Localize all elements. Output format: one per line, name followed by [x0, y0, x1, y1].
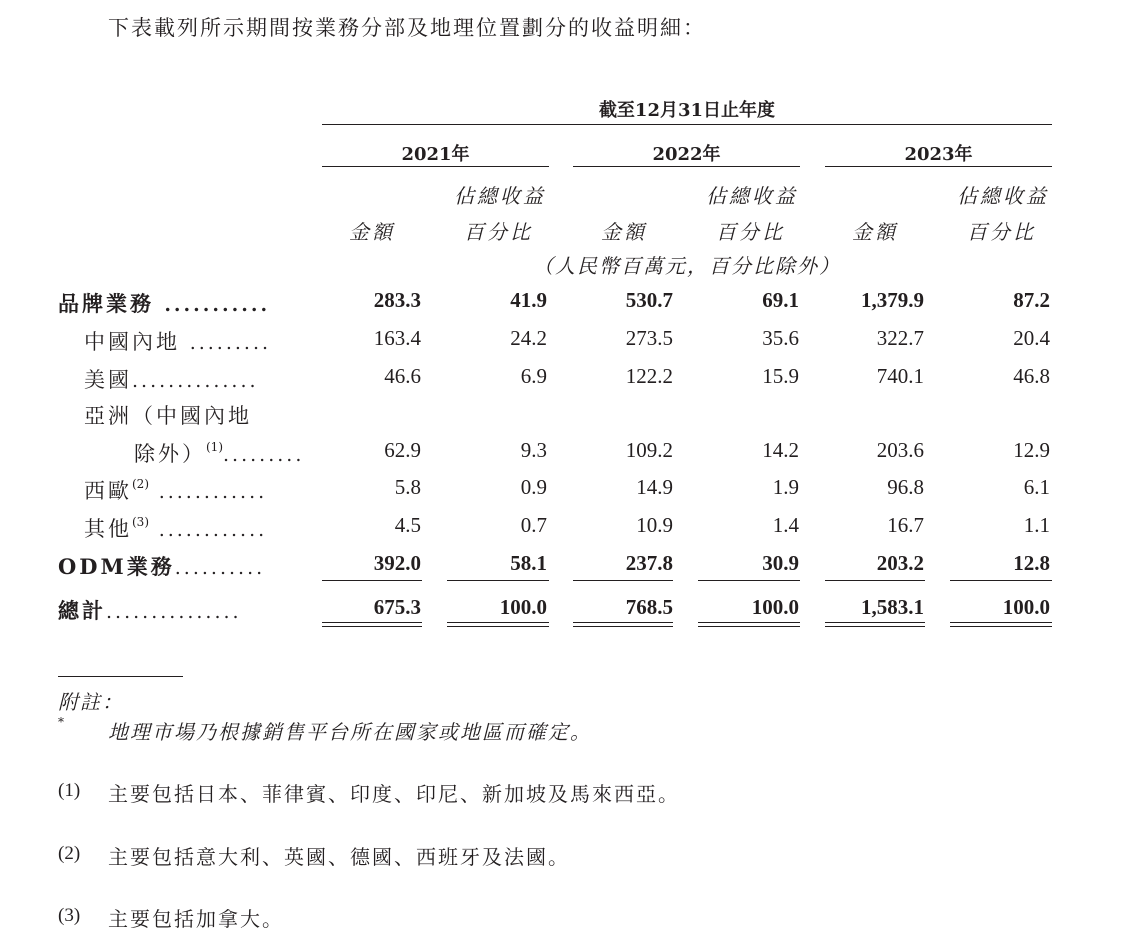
- cell-r0-c1: 41.9: [510, 288, 547, 312]
- cell-r5-c2: 10.9: [636, 513, 673, 537]
- pct-header-2022-line2: 百分比: [716, 220, 785, 244]
- row-label-asia-cont: 除外）$^{(1)}$.........: [134, 440, 305, 466]
- cell-r6-c1: 58.1: [510, 551, 547, 575]
- cell-r7-c5: 100.0: [1002, 595, 1050, 619]
- cell-r7-c4: 1,583.1: [861, 595, 924, 619]
- cell-r7-c3: 100.0: [751, 595, 799, 619]
- footnote-divider: [58, 676, 183, 677]
- cell-r1-c1: 24.2: [510, 326, 547, 350]
- year-rule-2022: [573, 166, 800, 167]
- cell-r5-c3: 1.4: [772, 513, 799, 537]
- cell-r1-c3: 35.6: [762, 326, 799, 350]
- cell-r5-c1: 0.7: [520, 513, 547, 537]
- cell-r3-c3: 14.2: [762, 438, 799, 462]
- cell-r1-c4: 322.7: [876, 326, 924, 350]
- cell-r7-c0: 675.3: [373, 595, 421, 619]
- year-2021: 2021年: [401, 144, 470, 165]
- pct-header-2023-line2: 百分比: [967, 220, 1036, 244]
- unit-note: （人民幣百萬元，百分比除外）: [533, 254, 841, 278]
- period-header: 截至12月31日止年度: [598, 100, 776, 121]
- cell-r2-c3: 15.9: [762, 364, 799, 388]
- cell-r4-c0: 5.8: [394, 475, 421, 499]
- subtotal-rule: [447, 580, 549, 581]
- cell-r2-c1: 6.9: [520, 364, 547, 388]
- row-label-usa: 美國..............: [84, 368, 259, 392]
- year-2023: 2023年: [904, 144, 973, 165]
- subtotal-rule: [322, 580, 422, 581]
- cell-r3-c1: 9.3: [520, 438, 547, 462]
- cell-r5-c4: 16.7: [887, 513, 924, 537]
- amount-header-2022: 金額: [601, 220, 647, 244]
- pct-header-2022-line1: 佔總收益: [706, 184, 798, 208]
- subtotal-rule: [698, 580, 800, 581]
- pct-header-2021-line2: 百分比: [464, 220, 533, 244]
- row-label-others: 其他$^{(3)}$ ............: [84, 515, 268, 541]
- total-double-rule: [447, 622, 549, 627]
- cell-r1-c5: 20.4: [1013, 326, 1050, 350]
- cell-r0-c4: 1,379.9: [861, 288, 924, 312]
- cell-r5-c0: 4.5: [394, 513, 421, 537]
- pct-header-2023-line1: 佔總收益: [957, 184, 1049, 208]
- cell-r4-c1: 0.9: [520, 475, 547, 499]
- pct-header-2021-line1: 佔總收益: [454, 184, 546, 208]
- total-double-rule: [573, 622, 673, 627]
- note-star-mark: *: [58, 715, 64, 729]
- cell-r4-c5: 6.1: [1023, 475, 1050, 499]
- cell-r4-c3: 1.9: [772, 475, 799, 499]
- subtotal-rule: [573, 580, 673, 581]
- cell-r1-c0: 163.4: [373, 326, 421, 350]
- cell-r6-c5: 12.8: [1013, 551, 1050, 575]
- intro-text: 下表載列所示期間按業務分部及地理位置劃分的收益明細：: [108, 16, 706, 40]
- cell-r7-c2: 768.5: [625, 595, 673, 619]
- cell-r6-c0: 392.0: [373, 551, 421, 575]
- subtotal-rule: [950, 580, 1052, 581]
- cell-r2-c4: 740.1: [876, 364, 924, 388]
- cell-r2-c2: 122.2: [625, 364, 673, 388]
- cell-r6-c4: 203.2: [876, 551, 924, 575]
- row-label-brand: 品牌業務 ...........: [58, 291, 271, 316]
- footnote-1-text: 主要包括日本、菲律賓、印度、印尼、新加坡及馬來西亞。: [108, 782, 680, 806]
- note-star-text: 地理市場乃根據銷售平台所在國家或地區而確定。: [108, 720, 592, 744]
- row-label-total: 總計...............: [58, 598, 242, 623]
- row-label-western-europe: 西歐$^{(2)}$ ............: [84, 477, 268, 503]
- total-double-rule: [322, 622, 422, 627]
- cell-r2-c5: 46.8: [1013, 364, 1050, 388]
- footnote-3-text: 主要包括加拿大。: [108, 907, 284, 931]
- total-double-rule: [698, 622, 800, 627]
- row-label-asia: 亞洲（中國內地: [84, 404, 252, 428]
- cell-r4-c2: 14.9: [636, 475, 673, 499]
- row-label-odm: ODM業務..........: [58, 554, 266, 579]
- cell-r3-c2: 109.2: [625, 438, 673, 462]
- cell-r2-c0: 46.6: [384, 364, 421, 388]
- cell-r0-c2: 530.7: [625, 288, 673, 312]
- cell-r6-c2: 237.8: [625, 551, 673, 575]
- footnote-1-num: (1): [58, 780, 81, 801]
- year-rule-2021: [322, 166, 549, 167]
- cell-r5-c5: 1.1: [1023, 513, 1050, 537]
- year-rule-2023: [825, 166, 1052, 167]
- year-2022: 2022年: [652, 144, 721, 165]
- cell-r0-c5: 87.2: [1013, 288, 1050, 312]
- total-double-rule: [950, 622, 1052, 627]
- notes-title: 附註：: [58, 690, 124, 714]
- subtotal-rule: [825, 580, 925, 581]
- footnote-2-num: (2): [58, 843, 81, 864]
- cell-r3-c0: 62.9: [384, 438, 421, 462]
- footnote-2-text: 主要包括意大利、英國、德國、西班牙及法國。: [108, 845, 570, 869]
- cell-r3-c4: 203.6: [876, 438, 924, 462]
- cell-r1-c2: 273.5: [625, 326, 673, 350]
- row-label-mainland: 中國內地 .........: [84, 330, 272, 354]
- total-double-rule: [825, 622, 925, 627]
- cell-r3-c5: 12.9: [1013, 438, 1050, 462]
- amount-header-2021: 金額: [349, 220, 395, 244]
- cell-r4-c4: 96.8: [887, 475, 924, 499]
- amount-header-2023: 金額: [852, 220, 898, 244]
- cell-r7-c1: 100.0: [499, 595, 547, 619]
- header-rule: [322, 124, 1052, 125]
- cell-r6-c3: 30.9: [762, 551, 799, 575]
- footnote-3-num: (3): [58, 905, 81, 926]
- cell-r0-c3: 69.1: [762, 288, 799, 312]
- cell-r0-c0: 283.3: [373, 288, 421, 312]
